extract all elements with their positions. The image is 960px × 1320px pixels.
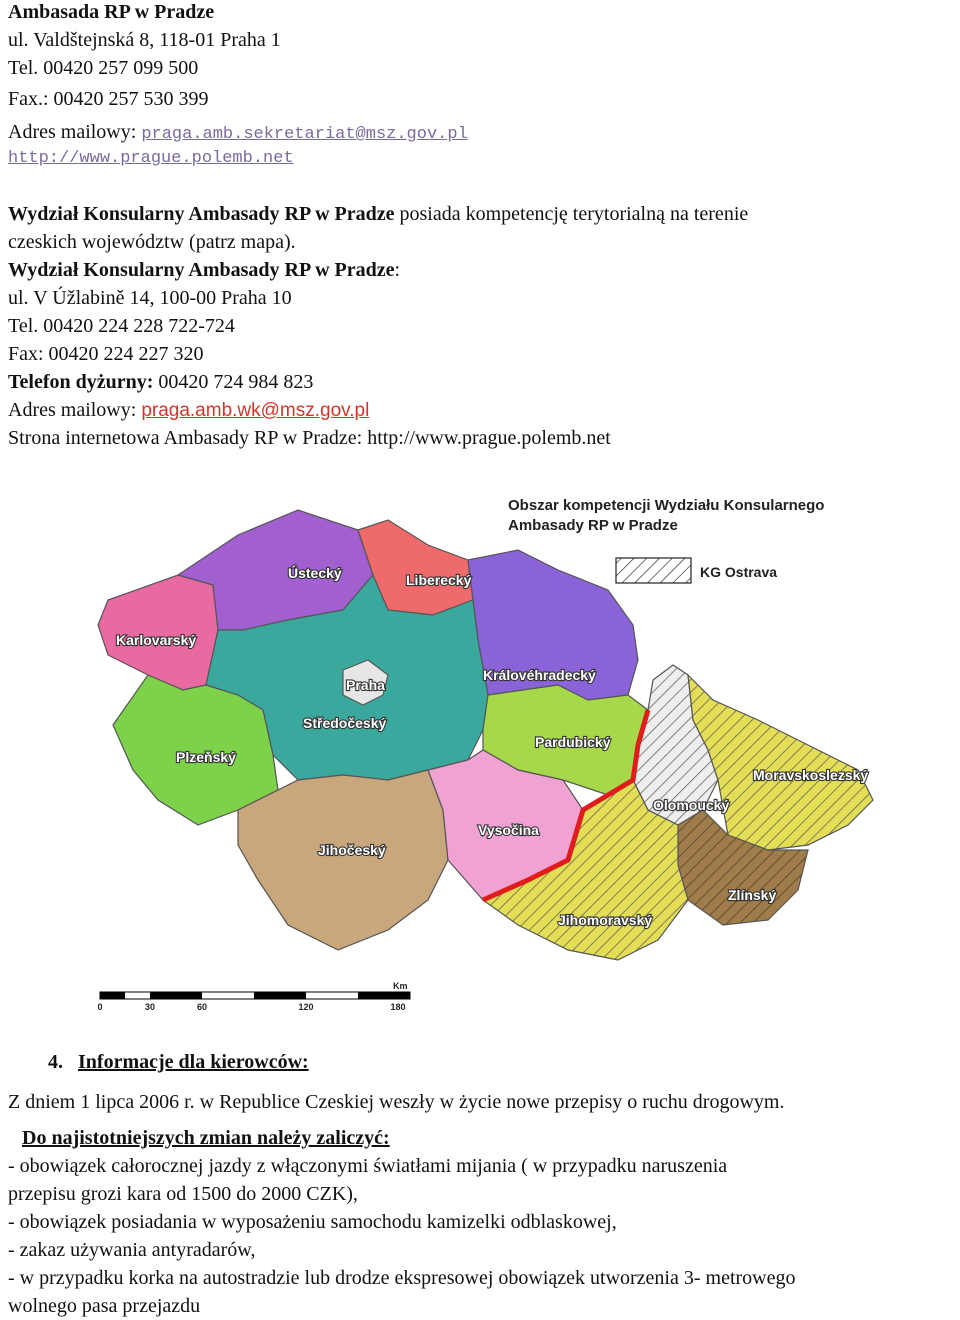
scale-tick-0: 0 (97, 1002, 103, 1010)
label-plzensky: Plzeňský (176, 749, 236, 765)
consular-district-map (88, 480, 888, 1010)
duty-phone-label: Telefon dyżurny: (8, 371, 154, 393)
scale-tick-180: 180 (390, 1002, 406, 1010)
consular-intro-line1 (8, 202, 748, 226)
list-item: - w przypadku korka na autostradzie lub drodze ekspresowej obowiązek utworzenia 3- metrowego (8, 1267, 796, 1289)
map-title-line2: Ambasady RP w Pradze (508, 517, 678, 534)
consular-address: ul. V Úžlabině 14, 100-00 Praha 10 (8, 287, 292, 309)
section-number: 4. (48, 1051, 63, 1073)
list-item: przepisu grozi kara od 1500 do 2000 CZK), (8, 1183, 358, 1205)
label-moravskoslezsky: Moravskoslezský (753, 767, 869, 783)
map-title-line1: Obszar kompetencji Wydziału Konsularnego (508, 497, 825, 514)
label-olomoucky: Olomoucký (653, 797, 730, 813)
consular-intro-line2: czeskich województw (patrz mapa). (8, 231, 296, 253)
section-intro: Z dniem 1 lipca 2006 r. w Republice Czeskiej weszły w życie nowe przepisy o ruchu drogowym. (8, 1091, 785, 1113)
legend-hatch-swatch (616, 558, 691, 583)
list-item: - obowiązek całorocznej jazdy z włączonymi światłami mijania ( w przypadku naruszenia (8, 1155, 728, 1177)
consular-email-label: Adres mailowy: (8, 399, 142, 421)
list-heading: Do najistotniejszych zmian należy zaliczyć: (22, 1127, 390, 1149)
label-jihocesky: Jihočeský (318, 842, 386, 858)
scale-unit: Km (393, 981, 408, 991)
label-liberecky: Liberecký (406, 572, 472, 588)
consular-intro-bold: Wydział Konsularny Ambasady RP w Pradze (8, 203, 395, 225)
label-kralovehradecky: Královéhradecký (483, 667, 596, 683)
embassy-website-line (8, 144, 294, 171)
legend-label: KG Ostrava (700, 564, 778, 580)
label-jihomoravsky: Jihomoravský (558, 912, 653, 928)
consular-intro-rest: posiada kompetencję terytorialną na terenie (394, 203, 749, 225)
embassy-fax: Fax.: 00420 257 530 399 (8, 88, 209, 110)
label-vysocina: Vysočina (478, 822, 539, 838)
consular-email-link[interactable]: praga.amb.wk@msz.gov.pl (141, 400, 370, 421)
consular-duty-line (8, 370, 313, 394)
consular-website-line: Strona internetowa Ambasady RP w Pradze: http://www.prague.polemb.net (8, 427, 611, 449)
consular-fax: Fax: 00420 224 227 320 (8, 343, 204, 365)
scale-tick-60: 60 (196, 1002, 208, 1010)
email-label: Adres mailowy: (8, 121, 142, 143)
region-jihocesky[interactable] (238, 770, 448, 950)
embassy-website-link[interactable]: http://www.prague.polemb.net (8, 149, 294, 168)
embassy-address: ul. Valdštejnská 8, 118-01 Praha 1 (8, 29, 281, 51)
scale-tick-120: 120 (298, 1002, 314, 1010)
consular-email-line (8, 398, 369, 423)
section-4-heading (48, 1050, 309, 1074)
consular-heading: Wydział Konsularny Ambasady RP w Pradze (8, 259, 395, 281)
scale-bar (97, 981, 410, 1010)
list-item: - zakaz używania antyradarów, (8, 1239, 256, 1261)
consular-heading-colon: : (394, 259, 401, 281)
label-zlinsky: Zlínský (728, 887, 777, 903)
label-pardubicky: Pardubický (535, 734, 611, 750)
label-praha: Praha (346, 677, 385, 693)
embassy-email-line (8, 120, 468, 147)
embassy-email-link[interactable]: praga.amb.sekretariat@msz.gov.pl (141, 125, 468, 144)
scale-tick-30: 30 (144, 1002, 156, 1010)
list-item: wolnego pasa przejazdu (8, 1295, 201, 1317)
consular-heading-line (8, 258, 400, 282)
consular-phone: Tel. 00420 224 228 722-724 (8, 315, 235, 337)
section-title: Informacje dla kierowców: (78, 1051, 309, 1073)
list-item: - obowiązek posiadania w wyposażeniu samochodu kamizelki odblaskowej, (8, 1211, 617, 1233)
embassy-name: Ambasada RP w Pradze (8, 1, 215, 23)
label-karlovarsky: Karlovarský (116, 632, 197, 648)
label-ustecky: Ústecký (288, 565, 342, 581)
duty-phone-value: 00420 724 984 823 (153, 371, 314, 393)
embassy-phone: Tel. 00420 257 099 500 (8, 57, 199, 79)
label-stredocesky: Středočeský (303, 715, 387, 731)
